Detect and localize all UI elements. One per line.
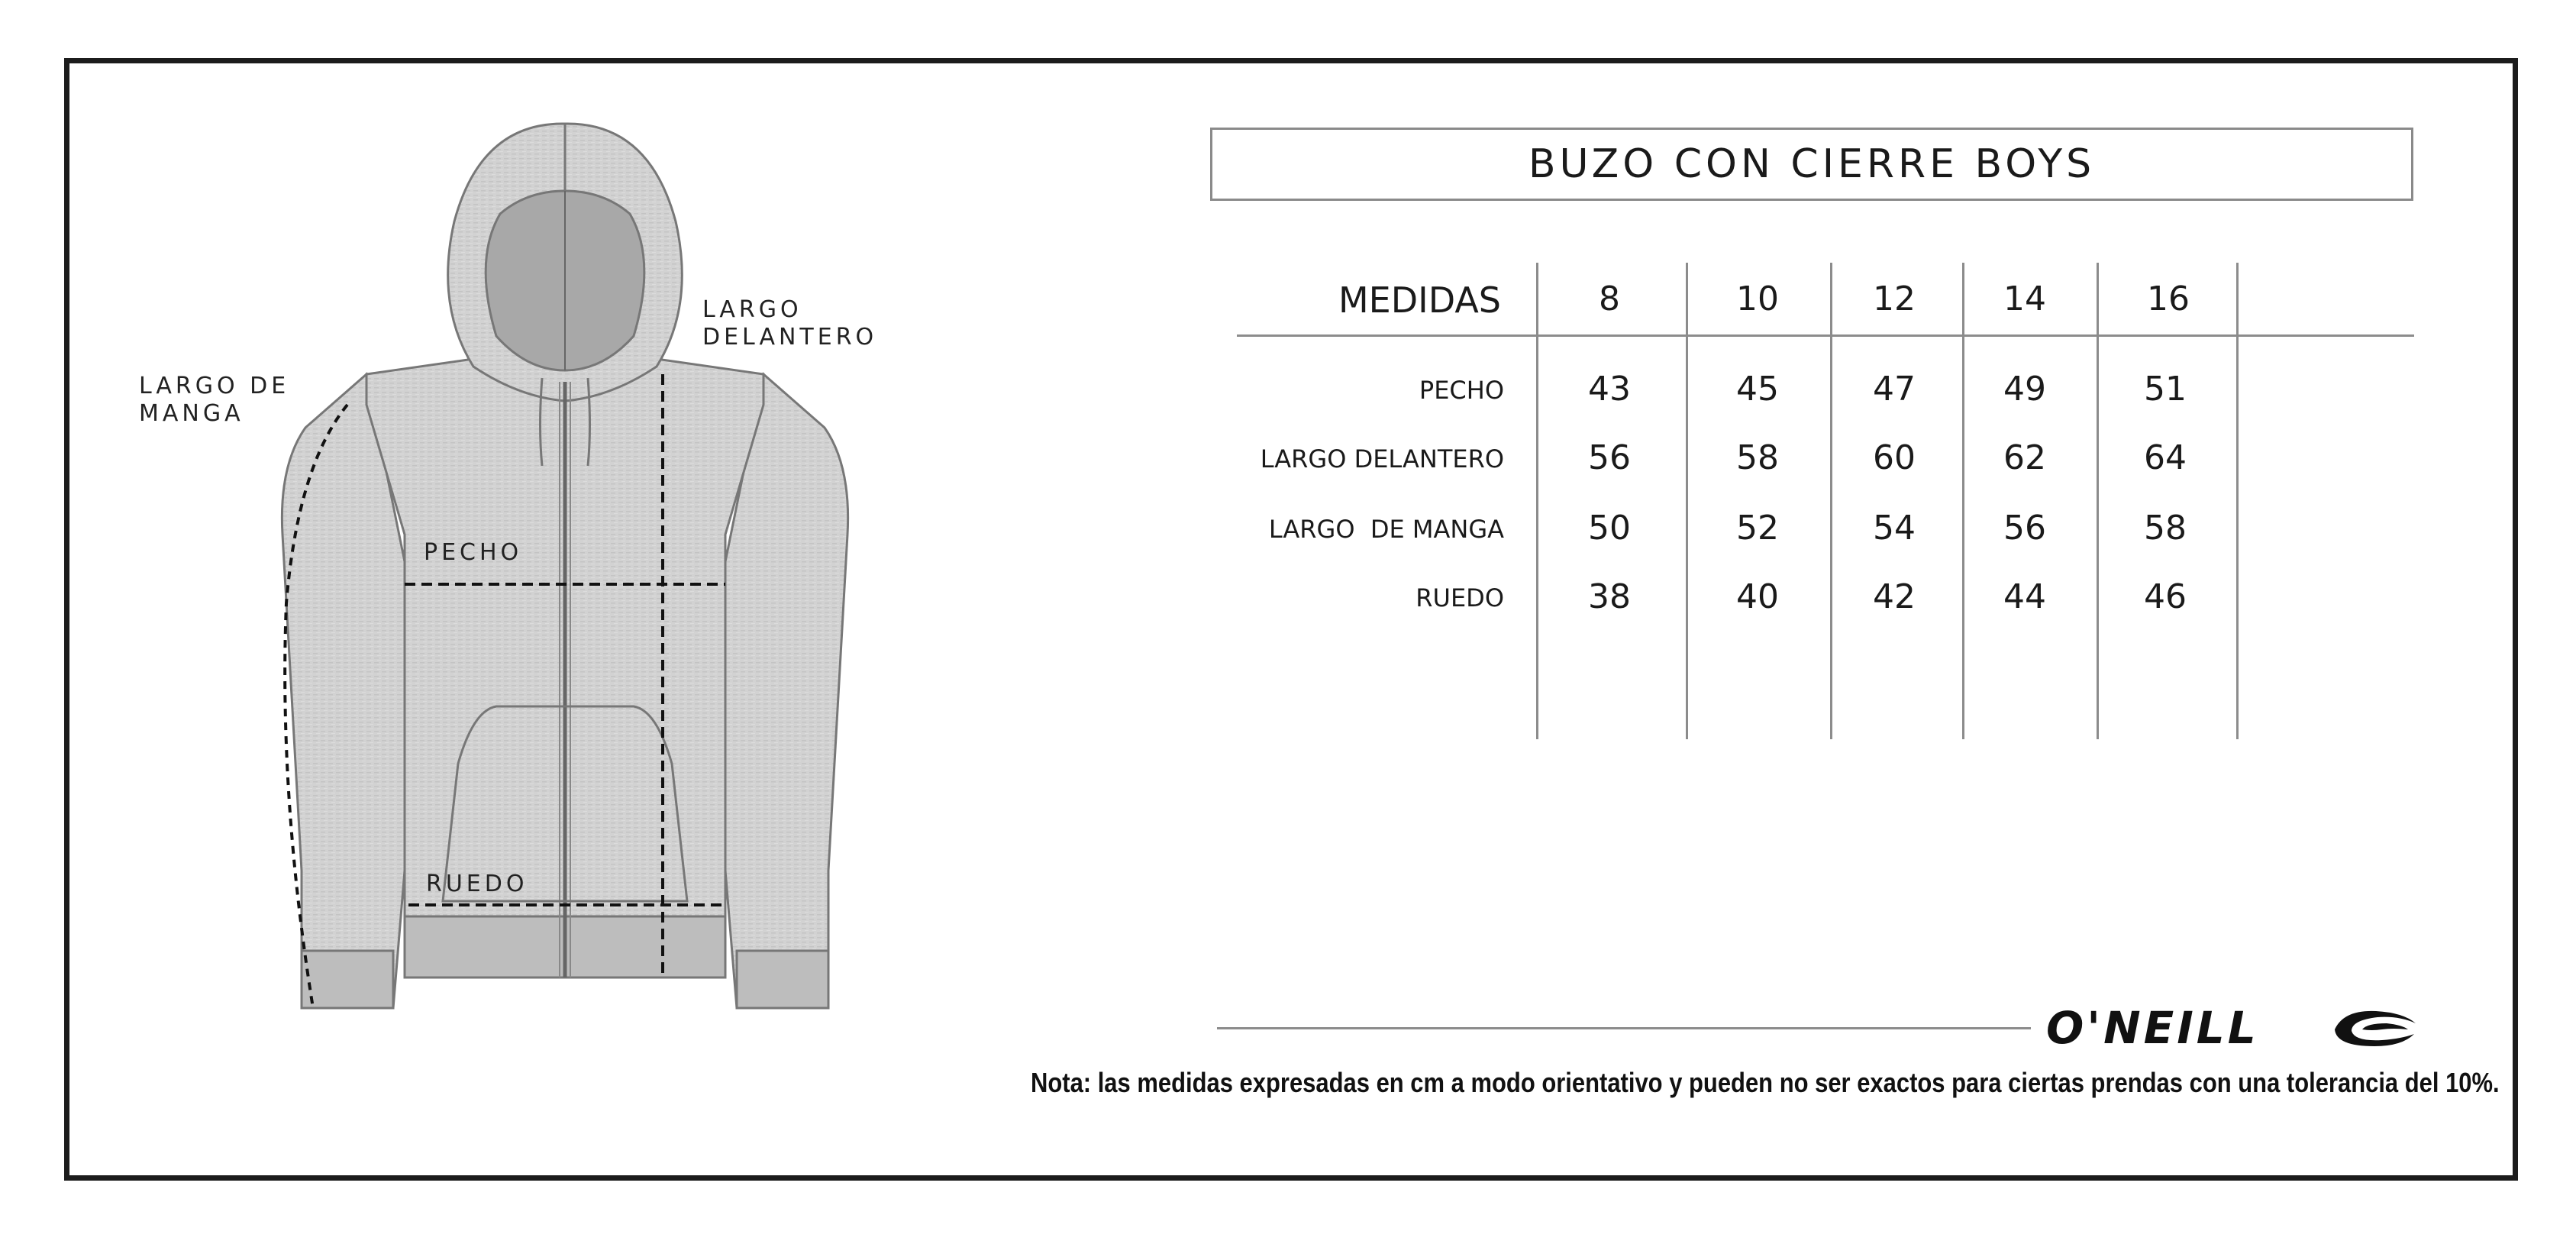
- table-cell: 46: [2144, 577, 2187, 616]
- row-label-ruedo: RUEDO: [1416, 583, 1504, 612]
- table-cell: 49: [2003, 370, 2046, 409]
- size-header: 10: [1736, 280, 1779, 318]
- page-title: BUZO CON CIERRE BOYS: [1528, 141, 2096, 187]
- column-divider: [2236, 263, 2239, 739]
- size-header: 14: [2003, 280, 2046, 318]
- footnote: Nota: las medidas expresadas en cm a modo orientativo y pueden no ser exactos para ciertas prendas con una tolerancia del 10%.: [1031, 1067, 2500, 1098]
- table-cell: 56: [1588, 438, 1631, 477]
- table-cell: 51: [2144, 370, 2187, 409]
- brand-divider: [1217, 1027, 2031, 1029]
- table-cell: 58: [2144, 509, 2187, 548]
- table-cell: 52: [1736, 509, 1779, 548]
- column-divider: [1962, 263, 1964, 739]
- table-cell: 43: [1588, 370, 1631, 409]
- row-label-pecho: PECHO: [1419, 376, 1504, 405]
- table-cell: 54: [1873, 509, 1916, 548]
- table-cell: 45: [1736, 370, 1779, 409]
- column-divider: [1536, 263, 1538, 739]
- size-header: 16: [2147, 280, 2190, 318]
- table-cell: 64: [2144, 438, 2187, 477]
- row-label-largo-de-manga: LARGO DE MANGA: [1268, 515, 1504, 544]
- size-header: 12: [1873, 280, 1916, 318]
- table-cell: 42: [1873, 577, 1916, 616]
- hoodie-illustration: [115, 107, 947, 1039]
- column-divider: [2097, 263, 2099, 739]
- wave-logo-icon: [2329, 1007, 2420, 1049]
- table-cell: 50: [1588, 509, 1631, 548]
- largo-delantero-callout: LARGO DELANTERO: [702, 296, 878, 351]
- table-cell: 60: [1873, 438, 1916, 477]
- size-header: 8: [1599, 280, 1620, 318]
- table-cell: 44: [2003, 577, 2046, 616]
- table-header-label: MEDIDAS: [1338, 280, 1501, 321]
- table-cell: 47: [1873, 370, 1916, 409]
- brand-logo-text: O'NEILL: [2046, 1002, 2259, 1054]
- title-box: [1210, 128, 2413, 201]
- column-divider: [1830, 263, 1832, 739]
- hoodie-diagram: [115, 107, 947, 1039]
- table-cell: 62: [2003, 438, 2046, 477]
- table-cell: 56: [2003, 509, 2046, 548]
- table-cell: 40: [1736, 577, 1779, 616]
- table-cell: 38: [1588, 577, 1631, 616]
- row-label-largo-delantero: LARGO DELANTERO: [1260, 444, 1504, 473]
- largo-de-manga-callout: LARGO DE MANGA: [139, 373, 290, 427]
- column-divider: [1686, 263, 1688, 739]
- pecho-callout: PECHO: [424, 539, 523, 566]
- ruedo-callout: RUEDO: [426, 871, 528, 897]
- table-cell: 58: [1736, 438, 1779, 477]
